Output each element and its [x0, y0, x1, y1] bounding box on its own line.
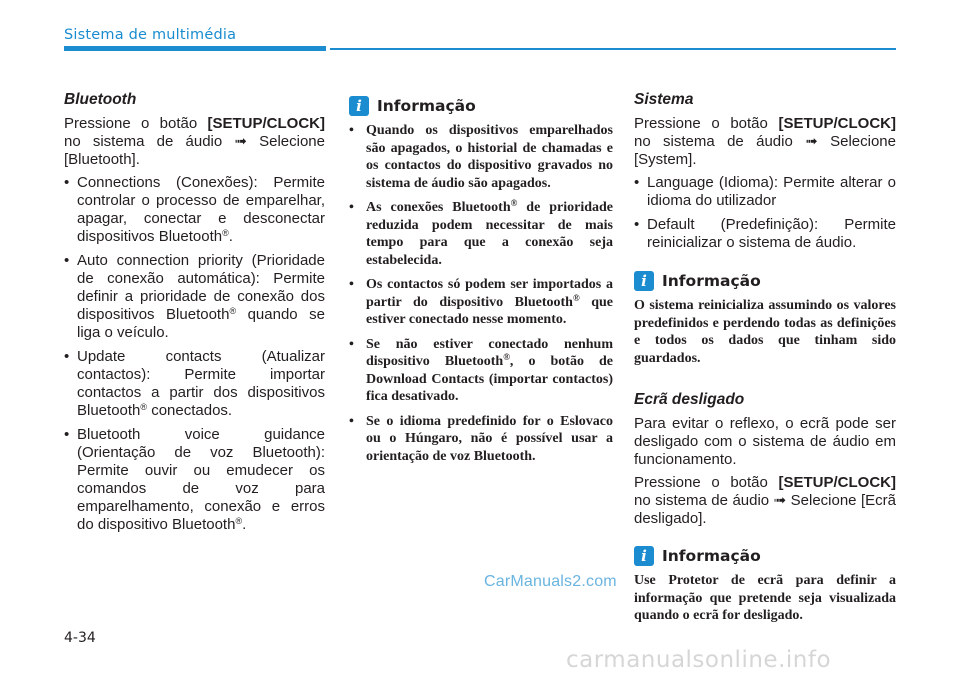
- intro-text-after: no sistema de áudio ➟ Selecione [Ecrã desligado].: [634, 492, 896, 527]
- intro-text-after: no sistema de áudio ➟ Selecione [Bluetooth].: [64, 133, 325, 168]
- watermark-carmanualsonline: carmanualsonline.info: [566, 647, 832, 673]
- setup-clock-button-label: [SETUP/CLOCK]: [207, 115, 325, 132]
- bluetooth-intro: [64, 115, 325, 169]
- ecra-intro: [634, 474, 896, 528]
- setup-clock-button-label: [SETUP/CLOCK]: [778, 474, 896, 491]
- list-item: • Connections (Conexões): Permite controlar o processo de emparelhar, apagar, conectar e desconectar dispositivos Bluetooth®.: [64, 174, 325, 246]
- section-title: Sistema de multimédia: [64, 27, 237, 43]
- ecra-heading: Ecrã desligado: [634, 391, 745, 408]
- header-rule-thick: [64, 46, 326, 51]
- info-list: [349, 122, 613, 465]
- sistema-heading: Sistema: [634, 91, 694, 108]
- list-item: • Os contactos só podem ser importados a partir do dispositivo Bluetooth® que estiver conectado nesse momento.: [349, 276, 613, 329]
- info-title: Informação: [662, 272, 761, 290]
- info-text: Use Protetor de ecrã para definir a informação que pretende seja visualizada quando o ecrã for desligado.: [634, 573, 896, 623]
- bluetooth-heading: Bluetooth: [64, 91, 137, 108]
- info-header: [634, 271, 896, 291]
- sistema-options-list: [634, 174, 896, 252]
- column-info-bluetooth: [349, 96, 613, 472]
- header-rule-thin: [330, 48, 896, 50]
- list-item: • Se não estiver conectado nenhum dispositivo Bluetooth®, o botão de Download Contacts (importar contactos) fica desativado.: [349, 336, 613, 406]
- list-item: • Language (Idioma): Permite alterar o idioma do utilizador: [634, 174, 896, 210]
- column-bluetooth: [64, 90, 325, 540]
- info-title: Informação: [377, 97, 476, 115]
- page-number: 4-34: [64, 630, 96, 646]
- info-title: Informação: [662, 547, 761, 565]
- list-item: • As conexões Bluetooth® de prioridade reduzida podem necessitar de mais tempo para que a conexão seja estabelecida.: [349, 199, 613, 269]
- column-system: [634, 90, 896, 630]
- list-item: • Default (Predefinição): Permite reinicializar o sistema de áudio.: [634, 216, 896, 252]
- list-item: • Bluetooth voice guidance (Orientação de voz Bluetooth): Permite ouvir ou emudecer os comandos de voz para emparelhamento, conexão e erros do dispositivo Bluetooth®.: [64, 426, 325, 534]
- setup-clock-button-label: [SETUP/CLOCK]: [778, 115, 896, 132]
- list-item: • Se o idioma predefinido for o Eslovaco ou o Húngaro, não é possível usar a orientação de voz Bluetooth.: [349, 413, 613, 466]
- info-header: [349, 96, 613, 116]
- bluetooth-options-list: [64, 174, 325, 534]
- list-item: • Update contacts (Atualizar contactos): Permite importar contactos a partir dos dispositivos Bluetooth® conectados.: [64, 348, 325, 420]
- info-icon: i: [634, 271, 654, 291]
- sistema-intro: [634, 115, 896, 169]
- intro-text: Pressione o botão: [634, 474, 779, 491]
- intro-text: Pressione o botão: [64, 115, 208, 132]
- info-icon: i: [634, 546, 654, 566]
- info-header: [634, 546, 896, 566]
- list-item: • Quando os dispositivos emparelhados são apagados, o historial de chamadas e os contactos do dispositivo gravados no sistema de áudio são apagados.: [349, 122, 613, 192]
- intro-text-after: no sistema de áudio ➟ Selecione [System].: [634, 133, 896, 168]
- ecra-paragraph: Para evitar o reflexo, o ecrã pode ser desligado com o sistema de áudio em funcionamento.: [634, 415, 896, 468]
- watermark-carmanuals2: CarManuals2.com: [484, 573, 617, 590]
- info-icon: i: [349, 96, 369, 116]
- intro-text: Pressione o botão: [634, 115, 779, 132]
- info-text: O sistema reinicializa assumindo os valores predefinidos e perdendo todas as definições e todos os dados que tinham sido guardados.: [634, 298, 896, 366]
- list-item: • Auto connection priority (Prioridade de conexão automática): Permite definir a prioridade de conexão dos dispositivos Bluetooth® quando se liga o veículo.: [64, 252, 325, 342]
